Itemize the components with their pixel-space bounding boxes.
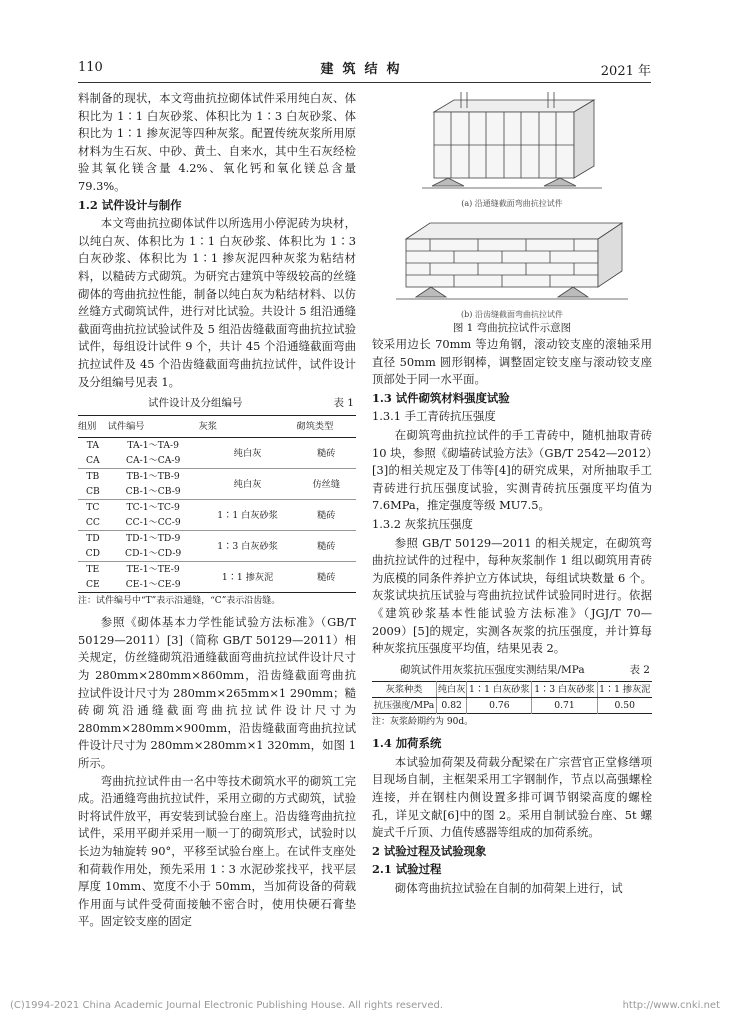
col-header: 灰浆 bbox=[199, 415, 297, 438]
figure-1a-drawing bbox=[372, 90, 652, 194]
paragraph: 参照 GB/T 50129—2011 的相关规定，在砌筑弯曲抗拉试件的过程中，每种灰浆制作 1 组以砌筑用青砖为底模的同条件养护立方体试块，每组试块数量 6 个。灰浆试块抗压试验与弯曲抗拉试件试验同时进行。依据《建筑砂浆基本性能试验方法标准》（JGJ/T 70—2009）[5]的规定，实测各灰浆的抗压强度，并计算每种灰浆抗压强度平均值，结果见表 2。 bbox=[372, 535, 652, 656]
table2-title: 砌筑试件用灰浆抗压强度实测结果/MPa bbox=[400, 663, 585, 676]
section-heading-1-3-2: 1.3.2 灰浆抗压强度 bbox=[372, 516, 473, 531]
table-header-row bbox=[372, 682, 652, 698]
paragraph: 砌体弯曲抗拉试验在自制的加荷架上进行，试 bbox=[394, 881, 623, 896]
table1-title: 试件设计及分组编号 bbox=[148, 397, 243, 410]
section-heading-2-1: 2.1 试验过程 bbox=[372, 862, 442, 877]
figure-1 bbox=[372, 90, 652, 334]
section-heading-2: 2 试验过程及试验现象 bbox=[372, 843, 487, 858]
cell: CC bbox=[85, 517, 100, 529]
figure-1b-caption: (b) 沿齿缝截面弯曲抗拉试件 bbox=[461, 310, 563, 319]
cell: CD-1～CD-9 bbox=[125, 548, 182, 560]
copyright-footer bbox=[10, 1000, 720, 1011]
table-row bbox=[78, 438, 356, 454]
page-number: 110 bbox=[78, 60, 103, 75]
header-rule bbox=[78, 82, 651, 83]
cell: TA-1～TA-9 bbox=[108, 438, 199, 454]
paragraph: 本试验加荷架及荷载分配梁在广宗营官正堂修缮项目现场自制，主框架采用工字钢制作，节点以高强螺栓连接，并在钢柱内侧设置多排可调节钢梁高度的螺栓孔，详见文献[6]中的图 2。采用自制试验台座、5t 螺旋式千斤顶、力值传感器等组成的加荷系统。 bbox=[372, 754, 652, 840]
col-header: 试件编号 bbox=[108, 415, 199, 438]
table2 bbox=[372, 681, 652, 714]
cell: TE bbox=[78, 562, 108, 578]
journal-name: 建筑结构 bbox=[320, 62, 409, 77]
cell: CE-1～CE-9 bbox=[125, 579, 181, 591]
paragraph: 料制备的现状，本文弯曲抗拉砌体试件采用纯白灰、体积比为 1∶1 白灰砂浆、体积比为 1∶3 白灰砂浆、体积比为 1∶1 掺灰泥等四种灰浆。配置传统灰浆所用原材料为生石灰、中砂、黄土、自来水，其中生石灰经检验其氧化镁含量 4.2%、氧化钙和氧化镁总含量 79.3%。 bbox=[78, 91, 356, 193]
figure-1-caption: 图 1 弯曲抗拉试件示意图 bbox=[452, 322, 572, 334]
cell: CD bbox=[85, 548, 101, 560]
col-header: 1∶1 掺灰泥 bbox=[597, 682, 652, 698]
cell: CC-1～CC-9 bbox=[125, 517, 181, 529]
cell: 0.50 bbox=[597, 698, 652, 714]
copyright-text: (C)1994-2021 China Academic Journal Electronic Publishing House. All rights reserved. bbox=[10, 1000, 443, 1011]
col-header: 纯白灰 bbox=[437, 682, 467, 698]
cell: CA-1～CA-9 bbox=[125, 455, 181, 467]
cell: 糙砖 bbox=[297, 500, 356, 531]
table-row bbox=[78, 469, 356, 485]
figure-1a-caption: (a) 沿通缝截面弯曲抗拉试件 bbox=[461, 199, 563, 208]
section-heading-1-3-1: 1.3.1 手工青砖抗压强度 bbox=[372, 409, 496, 424]
cell: 糙砖 bbox=[297, 438, 356, 469]
paragraph: 参照《砌体基本力学性能试验方法标准》（GB/T 50129—2011）[3]（简称 GB/T 50129—2011）相关规定，仿丝缝砌筑沿通缝截面弯曲抗拉试件设计尺寸为 280mm×280mm×860mm，沿齿缝截面弯曲抗拉试件设计尺寸为 280mm×265mm×1 290mm；糙砖砌筑沿通缝截面弯曲抗拉试件设计尺寸为 280mm×280mm×900mm，沿齿缝截面弯曲抗拉试件设计尺寸为 280mm×280mm×1 320mm，如图 1 所示。 bbox=[78, 615, 356, 771]
cell: 0.71 bbox=[532, 698, 597, 714]
cell: 0.82 bbox=[437, 698, 467, 714]
right-column bbox=[372, 336, 652, 898]
cell: 纯白灰 bbox=[199, 469, 297, 500]
cell: TA bbox=[78, 438, 108, 454]
page-header bbox=[78, 58, 651, 78]
table-header-row bbox=[78, 415, 356, 438]
cell: 糙砖 bbox=[297, 562, 356, 593]
table-row bbox=[78, 531, 356, 547]
cell: CB-1～CB-9 bbox=[125, 486, 181, 498]
footer-url[interactable]: http://www.cnki.net bbox=[622, 1000, 720, 1011]
left-column bbox=[78, 90, 356, 931]
cell: TE-1～TE-9 bbox=[108, 562, 199, 578]
table1 bbox=[78, 415, 356, 594]
section-heading-1-4: 1.4 加荷系统 bbox=[372, 736, 442, 751]
cell: CE bbox=[85, 579, 100, 591]
paragraph: 铰采用边长 70mm 等边角钢，滚动铰支座的滚轴采用直径 50mm 圆形钢棒，调整固定铰支座与滚动铰支座顶部处于同一水平面。 bbox=[372, 337, 652, 387]
table1-label: 表 1 bbox=[333, 397, 354, 410]
col-header: 砌筑类型 bbox=[297, 415, 356, 438]
cell: TB bbox=[78, 469, 108, 485]
table2-caption bbox=[372, 662, 652, 680]
table1-note: 注：试件编号中“T”表示沿通缝，“C”表示沿齿缝。 bbox=[78, 596, 281, 607]
table-row bbox=[78, 500, 356, 516]
cell: 纯白灰 bbox=[199, 438, 297, 469]
col-header: 1∶1 白灰砂浆 bbox=[467, 682, 532, 698]
section-heading-1-3: 1.3 试件砌筑材料强度试验 bbox=[372, 390, 510, 405]
table-row bbox=[372, 698, 652, 714]
figure-1b-drawing bbox=[372, 209, 652, 305]
row-label: 抗压强度/MPa bbox=[373, 700, 435, 712]
cell: TC bbox=[78, 500, 108, 516]
col-header: 组别 bbox=[78, 415, 108, 438]
cell: 1∶3 白灰砂浆 bbox=[199, 531, 297, 562]
cell: 1∶1 白灰砂浆 bbox=[199, 500, 297, 531]
paragraph: 在砌筑弯曲抗拉试件的手工青砖中，随机抽取青砖 10 块，参照《砌墙砖试验方法》（GB/T 2542—2012）[3]的相关规定及丁伟等[4]的研究成果，对所抽取手工青砖进行抗压强度试验，实测青砖抗压强度平均值为 7.6MPa，推定强度等级 MU7.5。 bbox=[372, 427, 652, 513]
cell: CB bbox=[85, 486, 100, 498]
cell: TD-1～TD-9 bbox=[108, 531, 199, 547]
cell: CA bbox=[86, 455, 100, 467]
cell: 1∶1 掺灰泥 bbox=[199, 562, 297, 593]
table1-caption bbox=[78, 395, 356, 413]
paragraph: 弯曲抗拉试件由一名中等技术砌筑水平的砌筑工完成。沿通缝弯曲抗拉试件，采用立砌的方式砌筑，试验时将试件放平，再安装到试验台座上。沿齿缝弯曲抗拉试件，采用平砌并采用一顺一丁的砌筑形式，试验时以长边为轴旋转 90°，平移至试验台座上。在试件支座处和荷载作用处，预先采用 1∶3 水泥砂浆找平，找平层厚度 10mm、宽度不小于 50mm，当加荷设备的荷载作用面与试件受荷面接触不密合时，使用快硬石膏垫平。固定铰支座的固定 bbox=[78, 773, 356, 929]
cell: TB-1～TB-9 bbox=[108, 469, 199, 485]
col-header: 1∶3 白灰砂浆 bbox=[532, 682, 597, 698]
cell: TC-1～TC-9 bbox=[108, 500, 199, 516]
cell: 仿丝缝 bbox=[297, 469, 356, 500]
journal-year: 2021 年 bbox=[600, 64, 651, 79]
table-row bbox=[78, 562, 356, 578]
table2-label: 表 2 bbox=[629, 663, 650, 676]
col-header: 灰浆种类 bbox=[372, 682, 437, 698]
paragraph: 本文弯曲抗拉砌体试件以所选用小停泥砖为块材，以纯白灰、体积比为 1∶1 白灰砂浆、体积比为 1∶3 白灰砂浆、体积比为 1∶1 掺灰泥四种灰浆为粘结材料，以糙砖方式砌筑。为研究古建筑中等级较高的丝缝砌体的弯曲抗拉性能，制备以纯白灰为粘结材料、以仿丝缝方式砌筑试件，进行对比试验。共设计 5 组沿通缝截面弯曲抗拉试验试件及 5 组沿齿缝截面弯曲抗拉试验试件，每组设计试件 9 个，共计 45 个沿通缝截面弯曲抗拉试件及 45 个沿齿缝截面弯曲抗拉试件，试件设计及分组编号见表 1。 bbox=[78, 216, 356, 389]
cell: TD bbox=[78, 531, 108, 547]
table2-note: 注：灰浆龄期约为 90d。 bbox=[372, 717, 474, 728]
cell: 0.76 bbox=[467, 698, 532, 714]
section-heading-1-2: 1.2 试件设计与制作 bbox=[78, 197, 182, 212]
cell: 糙砖 bbox=[297, 531, 356, 562]
